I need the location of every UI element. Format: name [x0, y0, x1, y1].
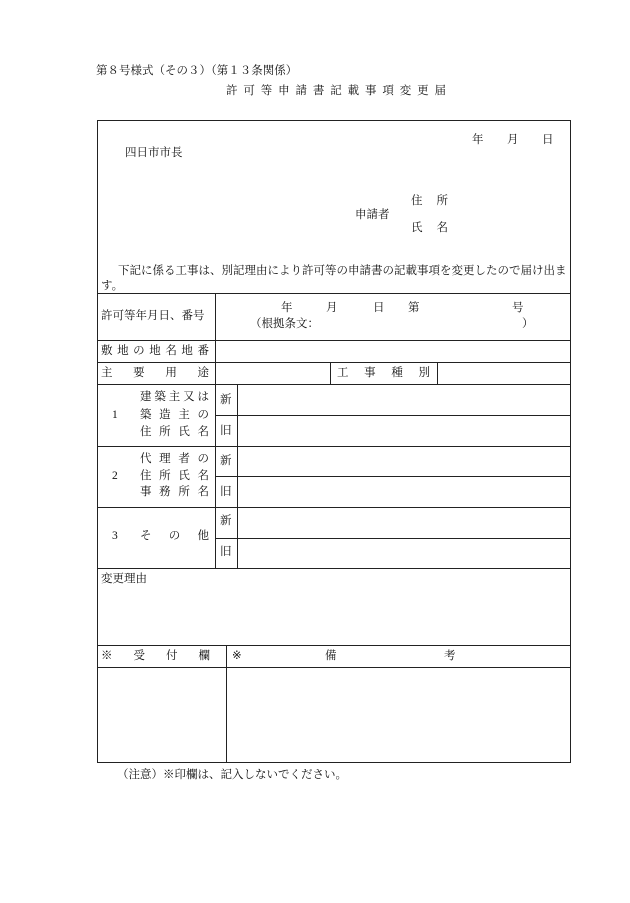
office-column-divider — [226, 645, 227, 762]
permit-day: 日 — [373, 302, 385, 314]
row-divider — [97, 645, 571, 646]
work-type-divider-left — [330, 362, 331, 384]
item-number: 1 — [112, 409, 118, 421]
old-label: 旧 — [220, 486, 232, 498]
main-use-label: 主 要 用 途 — [101, 367, 209, 379]
remarks-mark: ※ — [232, 650, 242, 662]
remarks-label-char: 備 — [325, 650, 337, 662]
row-divider — [97, 568, 571, 569]
applicant-address-label: 住 所 — [411, 195, 448, 207]
reception-label: ※ 受 付 欄 — [101, 650, 210, 662]
item-number: 2 — [112, 470, 118, 482]
permit-month: 月 — [326, 302, 338, 314]
date-month: 月 — [507, 134, 519, 146]
row-divider — [97, 446, 571, 447]
item-label-line: 事 務 所 名 — [140, 486, 209, 498]
work-type-divider-right — [437, 362, 438, 384]
old-label: 旧 — [220, 425, 232, 437]
permit-row-label: 許可等年月日、番号 — [101, 310, 205, 322]
date-day: 日 — [542, 134, 554, 146]
item-label-line: 代 理 者 の — [140, 453, 209, 465]
item-label-line: 住 所 氏 名 — [140, 470, 209, 482]
new-old-divider — [215, 415, 571, 416]
form-number: 第８号様式（その３）（第１３条関係） — [96, 65, 298, 77]
applicant-name-label: 氏 名 — [411, 222, 448, 234]
site-address-label: 敷 地 の 地 名 地 番 — [101, 345, 209, 357]
remarks-label-char: 考 — [444, 650, 456, 662]
new-label: 新 — [220, 394, 232, 406]
permit-number-suffix: 号 — [512, 302, 524, 314]
row-divider — [97, 507, 571, 508]
item-label-line: 築 造 主 の — [140, 409, 209, 421]
form-title: 許 可 等 申 請 書 記 載 事 項 変 更 届 — [226, 85, 446, 97]
new-label: 新 — [220, 515, 232, 527]
change-reason-label: 変更理由 — [101, 573, 147, 585]
row-divider — [97, 667, 571, 668]
permit-year: 年 — [281, 302, 293, 314]
basis-article-close: ） — [522, 318, 534, 330]
item-label-line: 建 築 主 又 は — [140, 391, 209, 403]
item-label-line: そ の 他 — [140, 530, 209, 542]
item-number: 3 — [112, 530, 118, 542]
permit-number-prefix: 第 — [408, 302, 420, 314]
basis-article-open: （根拠条文： — [250, 318, 319, 330]
row-divider — [97, 340, 571, 341]
applicant-label: 申請者 — [355, 209, 390, 221]
new-old-divider — [215, 538, 571, 539]
old-label: 旧 — [220, 546, 232, 558]
new-label: 新 — [220, 455, 232, 467]
date-year: 年 — [472, 134, 484, 146]
row-divider — [97, 384, 571, 385]
notification-statement: 下記に係る工事は、別記理由により許可等の申請書の記載事項を変更したので届け出ます。 — [101, 265, 567, 292]
work-type-label: 工 事 種 別 — [337, 367, 430, 379]
row-divider — [97, 362, 571, 363]
addressee: 四日市市長 — [125, 147, 183, 159]
new-old-divider — [215, 476, 571, 477]
label-column-divider — [215, 293, 216, 568]
new-old-column-divider — [237, 384, 238, 568]
footnote: （注意）※印欄は、記入しないでください。 — [117, 769, 347, 781]
item-label-line: 住 所 氏 名 — [140, 426, 209, 438]
